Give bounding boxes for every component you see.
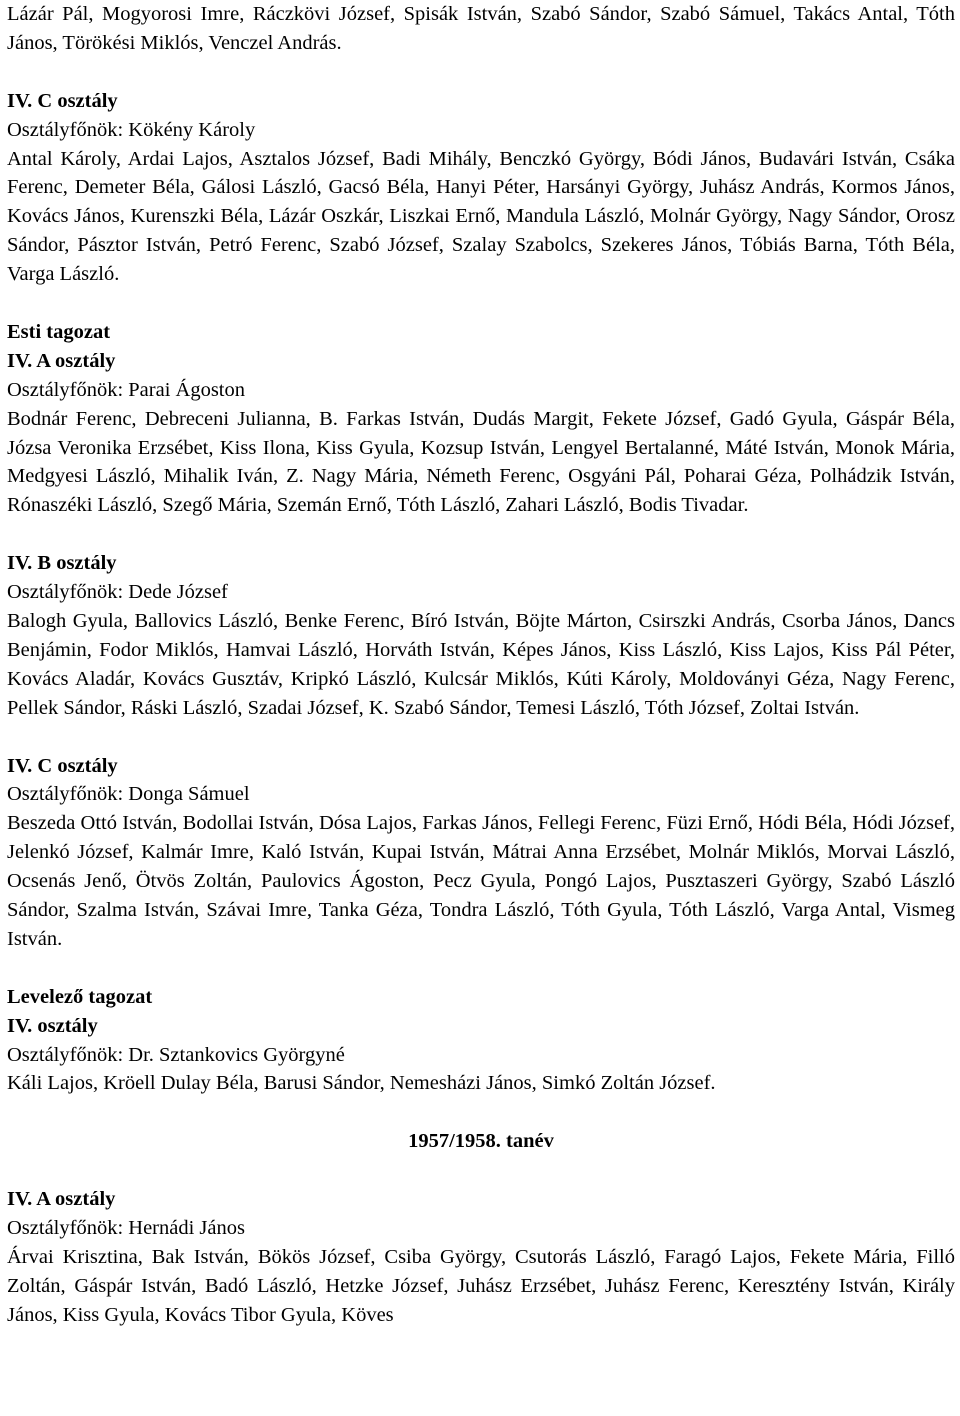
class-teacher: Osztályfőnök: Hernádi János	[7, 1216, 245, 1239]
class-teacher: Osztályfőnök: Dede József	[7, 581, 228, 604]
class-teacher: Osztályfőnök: Parai Ágoston	[7, 378, 245, 401]
class-heading: IV. C osztály	[7, 754, 118, 777]
class-heading: IV. A osztály	[7, 349, 116, 372]
class-teacher: Osztályfőnök: Donga Sámuel	[7, 783, 250, 806]
spacer	[7, 1098, 955, 1127]
student-list: Antal Károly, Ardai Lajos, Asztalos József, Badi Mihály, Benczkó György, Bódi János, Budavári István, Csáka Ferenc, Demeter Béla, Gálosi László, Gacsó Béla, Hanyi Péter, Harsányi György, Juhász András, Kormos János, Kovács János, Kurenszki Béla, Lázár Oszkár, Liszkai Ernő, Mandula László, Molnár György, Nagy Sándor, Orosz Sándor, Pásztor István, Petró Ferenc, Szabó József, Szalay Szabolcs, Szekeres János, Tóbiás Barna, Tóth Béla, Varga László.	[7, 147, 955, 286]
document-page	[7, 0, 955, 1330]
student-list: Árvai Krisztina, Bak István, Bökös József, Csiba György, Csutorás László, Faragó Lajos, Fekete Mária, Filló Zoltán, Gáspár István, Badó László, Hetzke József, Juhász Erzsébet, Juhász Ferenc, Keresztény István, Király János, Kiss Gyula, Kovács Tibor Gyula, Köves	[7, 1245, 955, 1326]
student-list: Káli Lajos, Kröell Dulay Béla, Barusi Sándor, Nemesházi János, Simkó Zoltán József.	[7, 1072, 716, 1095]
spacer	[7, 723, 955, 752]
section-heading: Levelező tagozat	[7, 985, 153, 1008]
student-list: Lázár Pál, Mogyorosi Imre, Ráczkövi József, Spisák István, Szabó Sándor, Szabó Sámuel, Takács Antal, Tóth János, Törökési Miklós, Venczel András.	[7, 3, 955, 54]
spacer	[7, 954, 955, 983]
section-heading: Esti tagozat	[7, 320, 111, 343]
spacer	[7, 289, 955, 318]
spacer	[7, 1156, 955, 1185]
class-heading: IV. A osztály	[7, 1188, 116, 1211]
spacer	[7, 520, 955, 549]
class-heading: IV. B osztály	[7, 552, 117, 575]
student-list: Bodnár Ferenc, Debreceni Julianna, B. Farkas István, Dudás Margit, Fekete József, Gadó Gyula, Gáspár Béla, Józsa Veronika Erzsébet, Kiss Ilona, Kiss Gyula, Kozsup István, Lengyel Bertalanné, Máté István, Monok Mária, Medgyesi László, Mihalik Iván, Z. Nagy Mária, Németh Ferenc, Osgyáni Pál, Poharai Géza, Polhádzik István, Rónaszéki László, Szegő Mária, Szemán Ernő, Tóth László, Zahari László, Bodis Tivadar.	[7, 407, 955, 517]
student-list: Beszeda Ottó István, Bodollai István, Dósa Lajos, Farkas János, Fellegi Ferenc, Füzi Ernő, Hódi Béla, Hódi József, Jelenkó József, Kalmár Imre, Kaló István, Kupai István, Mátrai Anna Erzsébet, Molnár Miklós, Morvai László, Ocsenás Jenő, Ötvös Zoltán, Paulovics Ágoston, Pecz Gyula, Pongó Lajos, Pusztaszeri György, Szabó László Sándor, Szalma István, Szávai Imre, Tanka Géza, Tondra László, Tóth Gyula, Tóth László, Varga Antal, Vismeg István.	[7, 812, 955, 950]
class-heading: IV. osztály	[7, 1014, 98, 1037]
school-year-heading: 1957/1958. tanév	[408, 1130, 554, 1153]
class-heading: IV. C osztály	[7, 89, 118, 112]
student-list: Balogh Gyula, Ballovics László, Benke Ferenc, Bíró István, Böjte Márton, Csirszki András, Csorba János, Dancs Benjámin, Fodor Miklós, Hamvai László, Horváth István, Képes János, Kiss László, Kiss Lajos, Kiss Pál Péter, Kovács Aladár, Kovács Gusztáv, Kripkó László, Kulcsár Miklós, Kúti Károly, Moldoványi Géza, Nagy Ferenc, Pellek Sándor, Ráski László, Szadai József, K. Szabó Sándor, Temesi László, Tóth József, Zoltai István.	[7, 609, 955, 719]
spacer	[7, 58, 955, 87]
class-teacher: Osztályfőnök: Kökény Károly	[7, 118, 256, 141]
class-teacher: Osztályfőnök: Dr. Sztankovics Györgyné	[7, 1043, 345, 1066]
